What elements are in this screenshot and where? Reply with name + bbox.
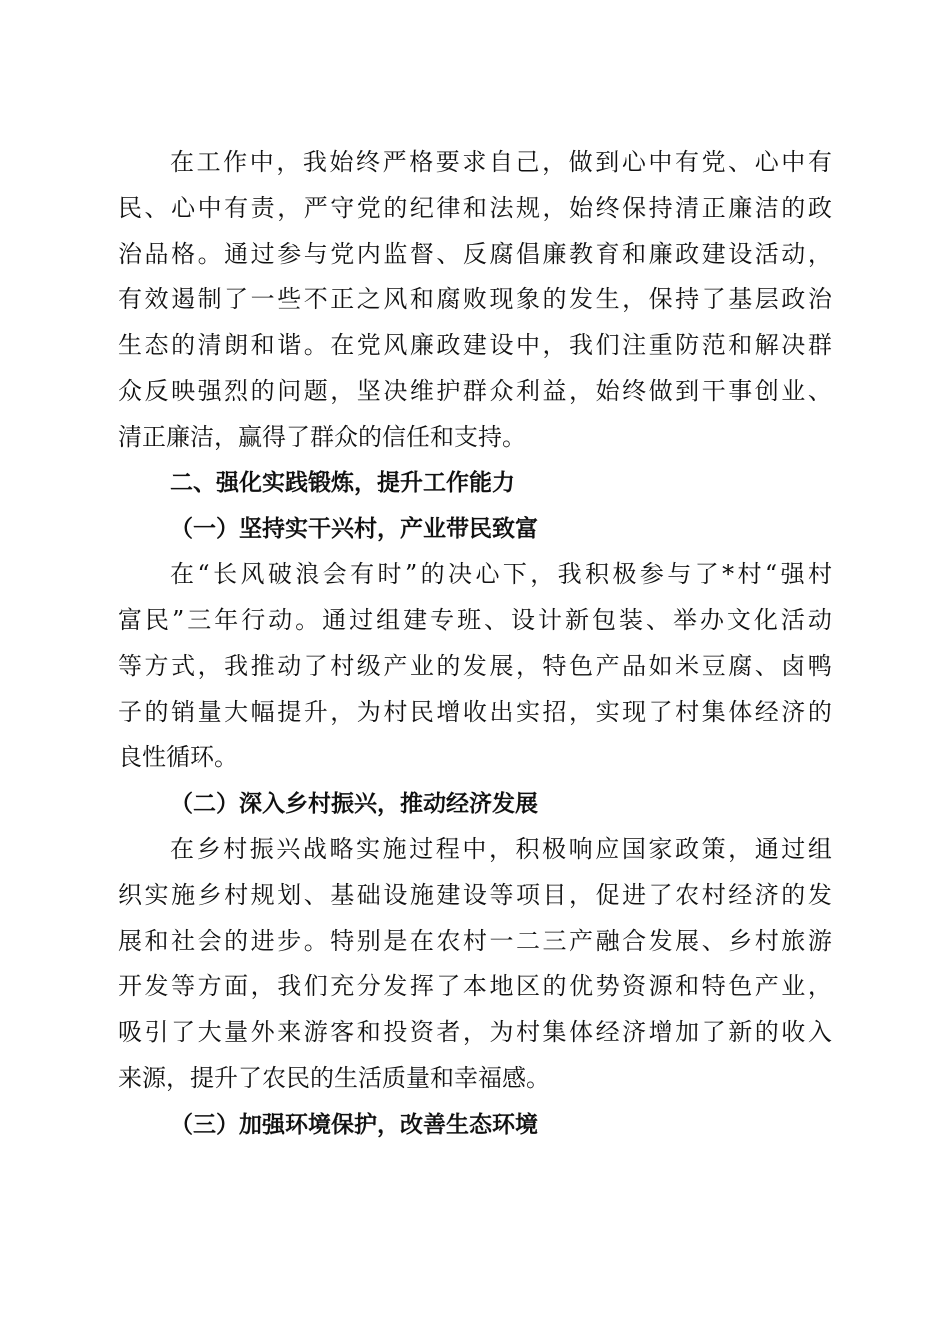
paragraph-line: 在 乡 村 振 兴 战 略 实 施 过 程 中 ， 积 极 响 应 国 家 政 策 ， 通 过 组 — [170, 834, 832, 863]
paragraph-line: 清正廉洁，赢得了群众的信任和支持。 — [118, 422, 526, 451]
paragraph-line: 治 品 格 。 通 过 参 与 党 内 监 督 、 反 腐 倡 廉 教 育 和 廉 政 建 设 活 动 ， — [118, 239, 832, 268]
subsection-heading-3: （三）加强环境保护，改善生态环境 — [170, 1110, 538, 1138]
subsection-heading-2: （二）深入乡村振兴，推动经济发展 — [170, 790, 538, 818]
paragraph-line: 展 和 社 会 的 进 步 。 特 别 是 在 农 村 一 二 三 产 融 合 发 展 、 乡 村 旅 游 — [118, 926, 832, 955]
paragraph-line: 良性循环。 — [118, 743, 238, 772]
paragraph-line: 在 工 作 中 ， 我 始 终 严 格 要 求 自 己 ， 做 到 心 中 有 党 、 心 中 有 — [170, 148, 832, 176]
document-page — [118, 140, 832, 1148]
paragraph-line: 富 民 ” 三 年 行 动 。 通 过 组 建 专 班 、 设 计 新 包 装 、 举 办 文 化 活 动 — [118, 605, 832, 634]
paragraph-line: 有 效 遏 制 了 一 些 不 正 之 风 和 腐 败 现 象 的 发 生 ， 保 持 了 基 层 政 治 — [118, 285, 832, 314]
paragraph-line: 民 、 心 中 有 责 ， 严 守 党 的 纪 律 和 法 规 ， 始 终 保 持 清 正 廉 洁 的 政 — [118, 193, 832, 222]
paragraph-line: 生 态 的 清 朗 和 谐 。 在 党 风 廉 政 建 设 中 ， 我 们 注 重 防 范 和 解 决 群 — [118, 331, 832, 360]
paragraph-line: 开 发 等 方 面 ， 我 们 充 分 发 挥 了 本 地 区 的 优 势 资 源 和 特 色 产 业 ， — [118, 972, 832, 1001]
paragraph-industry — [118, 552, 832, 781]
paragraph-line: 众 反 映 强 烈 的 问 题 ， 坚 决 维 护 群 众 利 益 ， 始 终 做 到 干 事 创 业 、 — [118, 376, 832, 405]
section-heading-2: 二、强化实践锻炼，提升工作能力 — [170, 469, 515, 496]
paragraph-rural-revitalization — [118, 827, 832, 1102]
paragraph-line: 在 “ 长 风 破 浪 会 有 时 ” 的 决 心 下 ， 我 积 极 参 与 了 * 村 “ 强 村 — [170, 560, 832, 589]
paragraph-party-discipline — [118, 140, 832, 461]
paragraph-line: 吸 引 了 大 量 外 来 游 客 和 投 资 者 ， 为 村 集 体 经 济 增 加 了 新 的 收 入 — [118, 1018, 832, 1047]
paragraph-line: 子 的 销 量 大 幅 提 升 ， 为 村 民 增 收 出 实 招 ， 实 现 了 村 集 体 经 济 的 — [118, 697, 832, 726]
paragraph-line: 织 实 施 乡 村 规 划 、 基 础 设 施 建 设 等 项 目 ， 促 进 了 农 村 经 济 的 发 — [118, 880, 832, 909]
paragraph-line: 来源，提升了农民的生活质量和幸福感。 — [118, 1063, 550, 1092]
subsection-heading-1: （一）坚持实干兴村，产业带民致富 — [170, 515, 538, 543]
paragraph-line: 等 方 式 ， 我 推 动 了 村 级 产 业 的 发 展 ， 特 色 产 品 如 米 豆 腐 、 卤 鸭 — [118, 651, 832, 680]
